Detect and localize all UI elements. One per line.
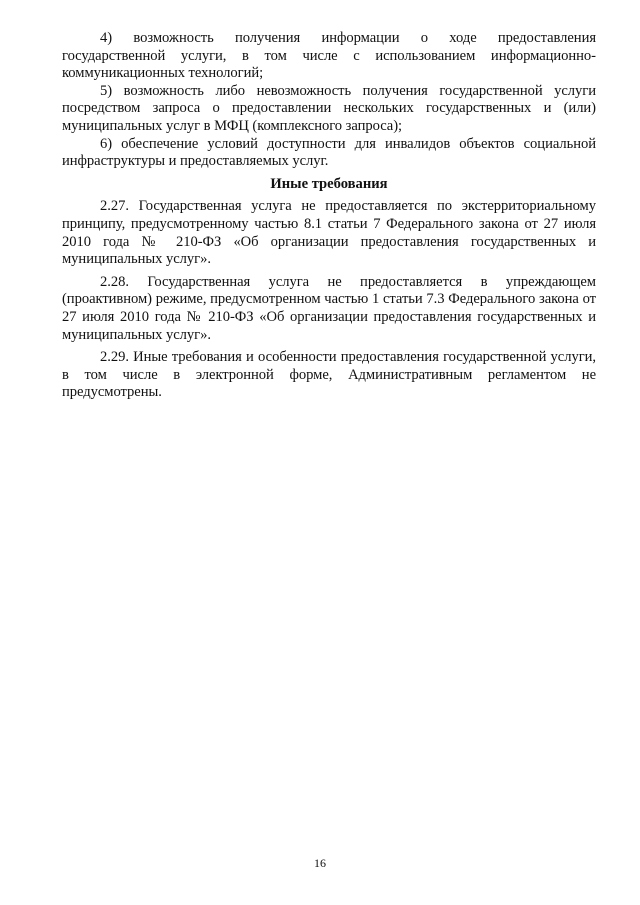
paragraph: 2.28. Государственная услуга не предоставляется в упреждающем (проактивном) режиме, предусмотренном частью 1 статьи 7.3 Федерального закона от 27 июля 2010 года № 210-ФЗ «Об организации предоставления государственных и муниципальных услуг». — [62, 273, 596, 343]
page-number: 16 — [314, 856, 326, 870]
section-heading: Иные требования — [270, 175, 388, 192]
paragraph: 2.27. Государственная услуга не предоставляется по экстерриториальному принципу, предусмотренному частью 8.1 статьи 7 Федерального закона от 27 июля 2010 года № 210-ФЗ «Об организации предоставления государственных и муниципальных услуг». — [62, 198, 596, 268]
document-page — [62, 30, 596, 402]
list-item: 4) возможность получения информации о ходе предоставления государственной услуги, в том числе с использованием информационно-коммуникационных технологий; — [62, 30, 596, 82]
list-item: 5) возможность либо невозможность получения государственной услуги посредством запроса о предоставлении нескольких государственных и (или) муниципальных услуг в МФЦ (комплексного запроса); — [62, 82, 596, 134]
paragraph: 2.29. Иные требования и особенности предоставления государственной услуги, в том числе в электронной форме, Административным регламентом не предусмотрены. — [62, 349, 596, 401]
list-item: 6) обеспечение условий доступности для инвалидов объектов социальной инфраструктуры и предоставляемых услуг. — [62, 135, 596, 170]
